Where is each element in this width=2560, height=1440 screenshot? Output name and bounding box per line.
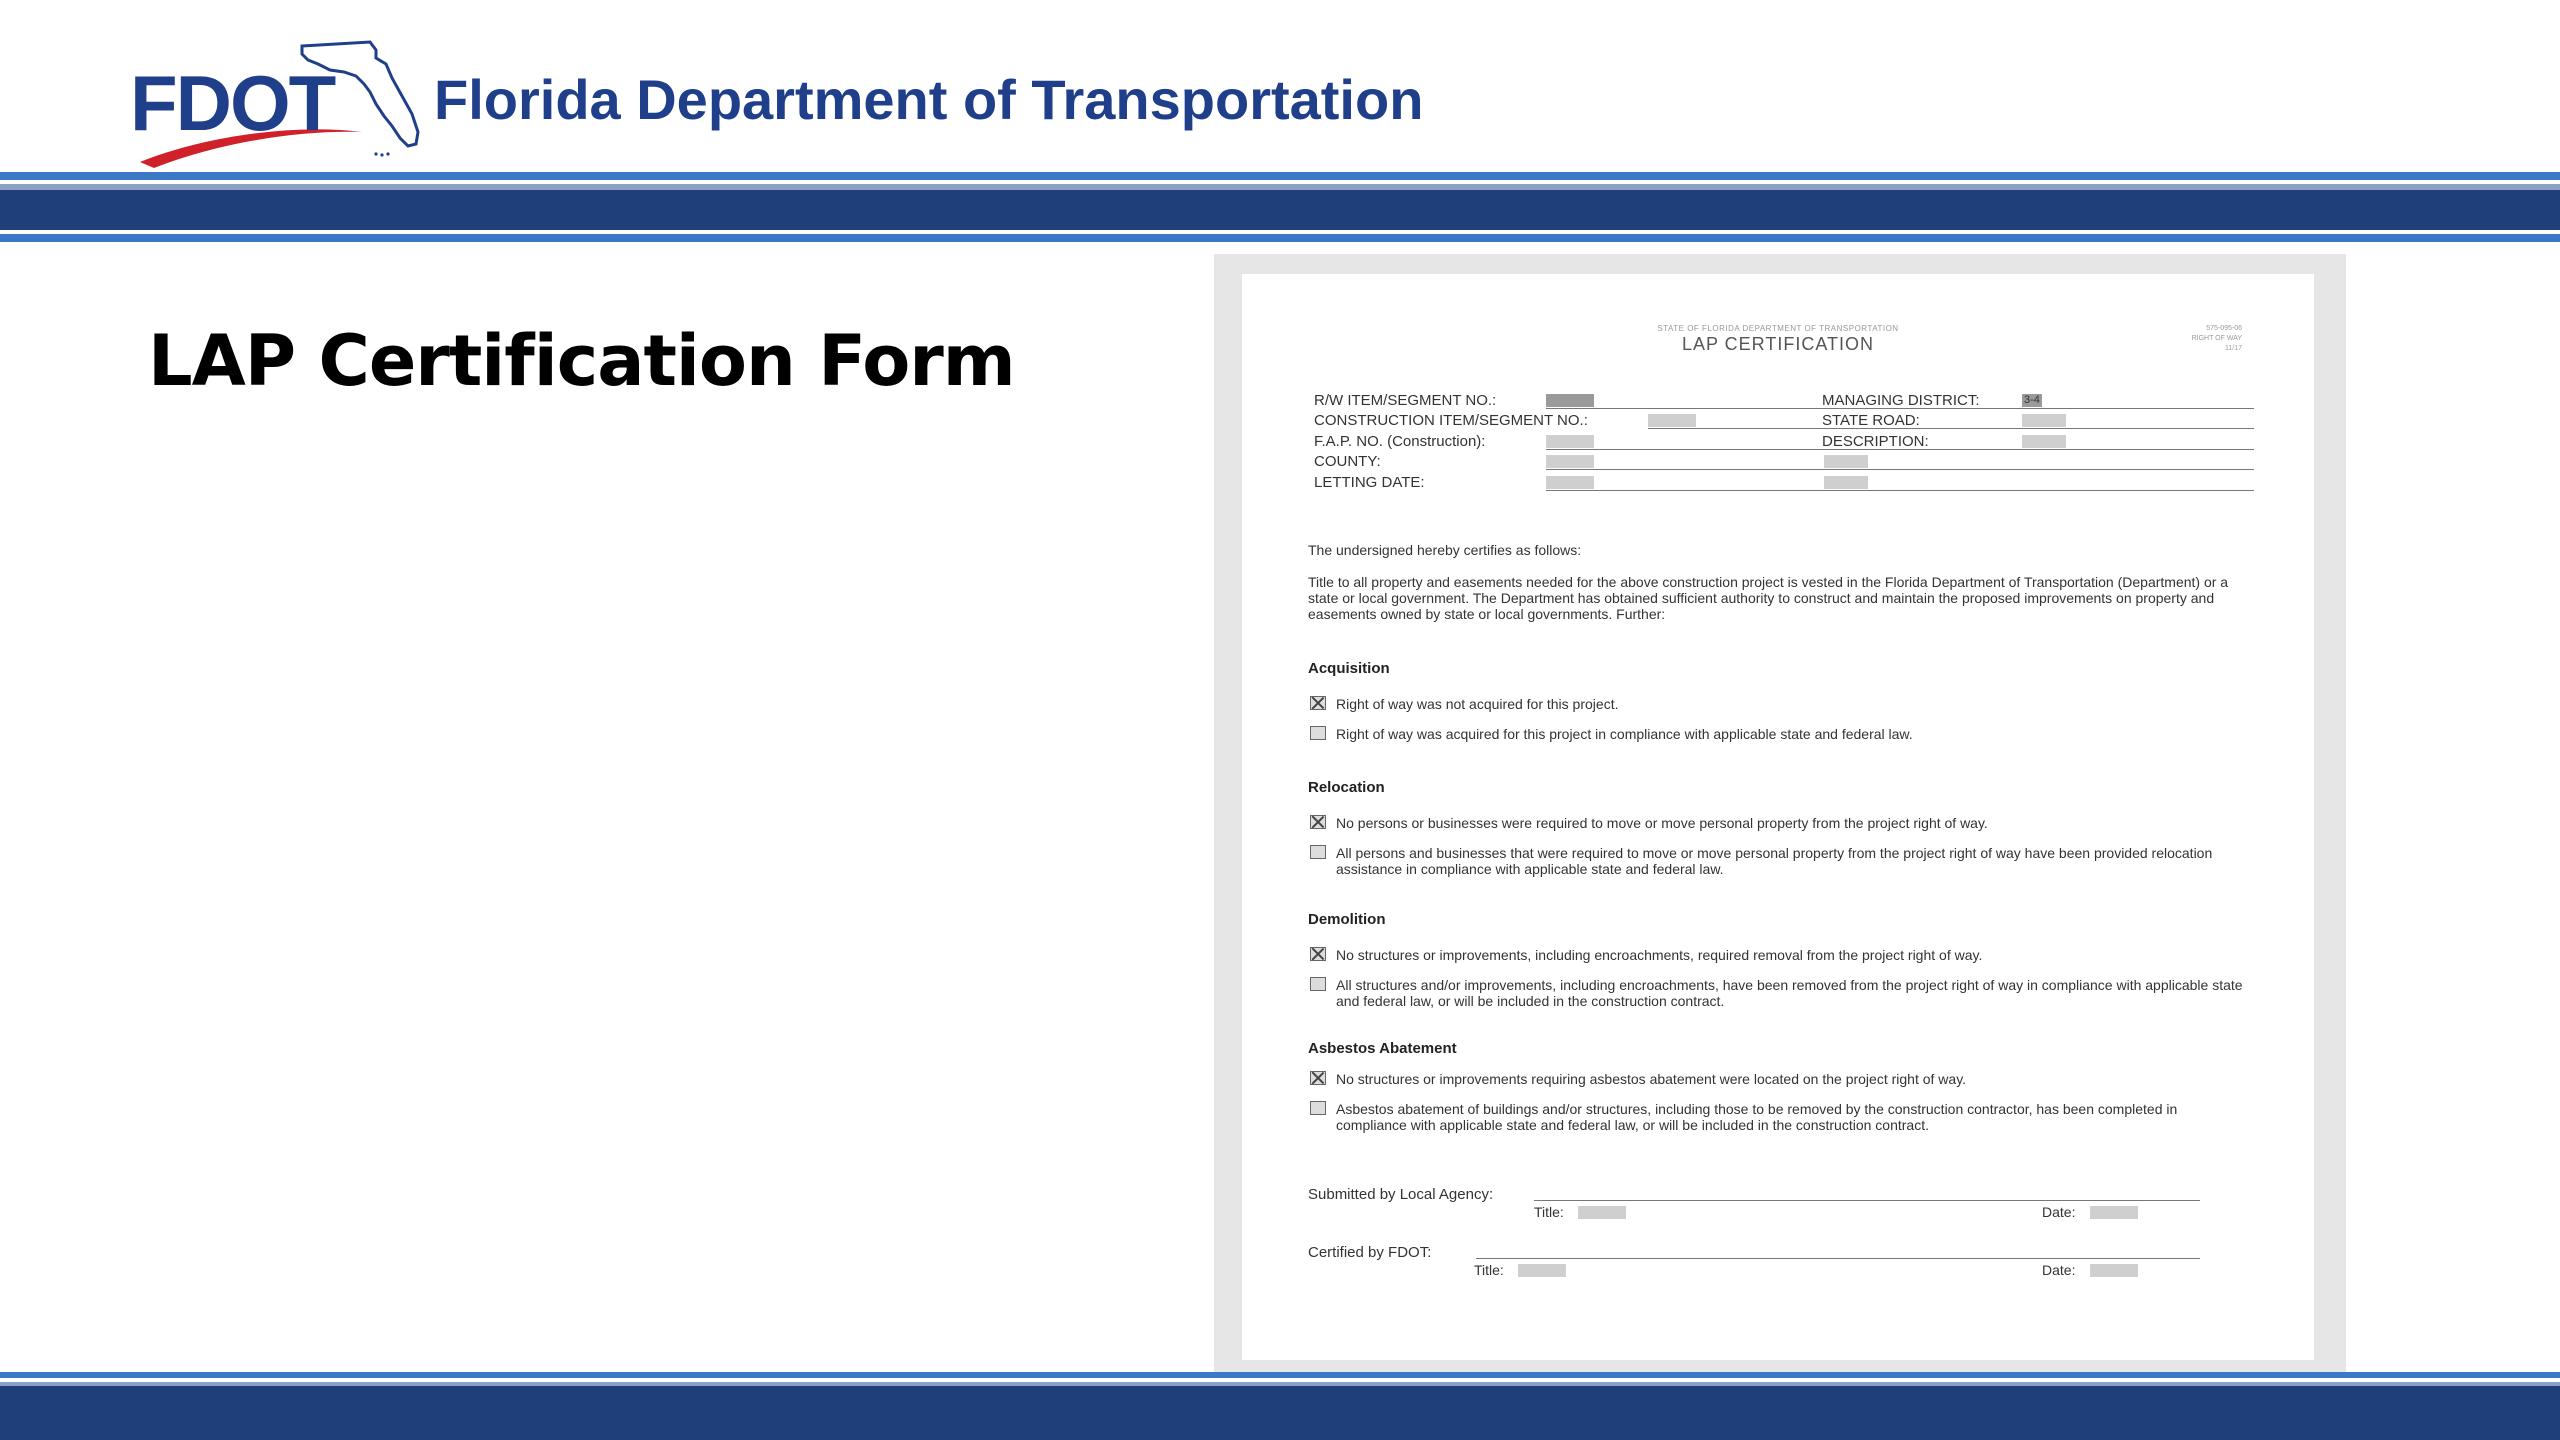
checkbox-checked[interactable] [1310,947,1326,961]
field-description-line2 [1824,469,2254,470]
field-state-road-value[interactable] [2022,414,2066,427]
submitted-title-label: Title: [1534,1204,1564,1220]
agency-line: STATE OF FLORIDA DEPARTMENT OF TRANSPORTATION [1657,324,1899,333]
field-county-label: COUNTY: [1314,453,1381,470]
field-state-road-label: STATE ROAD: [1822,412,1920,429]
field-description-line [2022,449,2254,450]
slide-title: LAP Certification Form [148,320,1015,402]
field-description-line3-value[interactable] [1824,476,1868,489]
field-fap-no-value[interactable] [1546,435,1594,448]
field-managing-district-line [2022,408,2254,409]
field-fap-no-label: F.A.P. NO. (Construction): [1314,433,1486,450]
field-fap-no-line [1546,449,2040,450]
section-demolition-heading: Demolition [1308,911,1386,928]
certified-title-label: Title: [1474,1262,1504,1278]
header [0,0,2560,175]
certified-by-label: Certified by FDOT: [1308,1244,1432,1261]
field-managing-district-value[interactable]: 3-4 [2024,394,2040,406]
submitted-date-value[interactable] [2090,1206,2138,1219]
intro-text: The undersigned hereby certifies as follows: [1308,542,1582,558]
field-county-value[interactable] [1546,455,1594,468]
field-letting-date-value[interactable] [1546,476,1594,489]
field-description-line3 [1824,490,2254,491]
submitted-signature-line[interactable] [1534,1200,2200,1201]
field-description-value[interactable] [2022,435,2066,448]
submitted-title-value[interactable] [1578,1206,1626,1219]
title-paragraph: Title to all property and easements needed for the above construction project is vested in the Florida Department of Transportation (Department) or a state or local government. The Department has obtained sufficient authority to construct and maintain the proposed improvements on property and easements owned by state or local governments. Further: [1308,574,2229,622]
section-relocation-heading: Relocation [1308,779,1385,796]
field-managing-district-label: MANAGING DISTRICT: [1822,392,1980,409]
section-acquisition-heading: Acquisition [1308,660,1390,677]
checkbox-unchecked[interactable] [1310,845,1326,859]
field-rw-item-label: R/W ITEM/SEGMENT NO.: [1314,392,1497,409]
header-band [0,172,2560,244]
submitted-by-label: Submitted by Local Agency: [1308,1186,1494,1203]
document-page: STATE OF FLORIDA DEPARTMENT OF TRANSPORTATION LAP CERTIFICATION 575-095-06 RIGHT OF WAY 11/17 R/W ITEM/SEGMENT NO.: CONSTRUCTION ITEM/SEGMENT NO.: F.A.P. NO. (Construction): COUNTY: LETTING DATE: MANAGING DISTRICT: 3-4 STATE ROAD: DESCRIPTION: The undersigned hereby certifies as follows: Title to all property and easements needed for the above construction project is vested in the Florida Department of Transportation (Department) or a state or local government. The Department has obtained sufficient authority to construct and maintain the proposed improvements on property and easements owned by state or local governments. Further: Acquisition Right of way was not acquired for this project. Right of way was acquired for this project in compliance with applicable state and federal law. Relocation No persons or businesses were required to move or move personal property from the project right of way. All persons and businesses that were required to move or move personal property from the project right of way have been provided relocation assistance in compliance with applicable state and federal law. Demolition No structures or improvements, including encroachments, required removal from the project right of way. All structures and/or improvements, including encroachments, have been removed from the project right of way in compliance with applicable state and federal law, or will be included in the construction contract. Asbestos Abatement No structures or improvements requiring asbestos abatement were located on the project right of way. Asbestos abatement of buildings and/or structures, including those to be removed by the construction contractor, has been completed in compliance with applicable state and federal law, or will be included in the construction contract. Submitted by Local Agency: Title: Date: Certified by FDOT: Title: Date: [1242,274,2314,1360]
field-description-label: DESCRIPTION: [1822,433,1929,450]
fdot-logo [130,34,420,168]
checkbox-checked[interactable] [1310,696,1326,710]
footer-band [0,1372,2560,1440]
form-code: 575-095-06 RIGHT OF WAY 11/17 [2191,325,2242,352]
checkbox-checked[interactable] [1310,815,1326,829]
certified-title-value[interactable] [1518,1264,1566,1277]
organization-name: Florida Department of Transportation [434,68,1424,131]
logo-text: FDOT [130,59,335,147]
field-letting-date-label: LETTING DATE: [1314,474,1425,491]
checkbox-unchecked[interactable] [1310,977,1326,991]
checkbox-checked[interactable] [1310,1071,1326,1085]
submitted-date-label: Date: [2042,1204,2076,1220]
field-rw-item-value[interactable] [1546,394,1594,407]
certified-signature-line[interactable] [1476,1258,2200,1259]
checkbox-unchecked[interactable] [1310,726,1326,740]
certified-date-label: Date: [2042,1262,2076,1278]
field-description-line2-value[interactable] [1824,455,1868,468]
section-asbestos-heading: Asbestos Abatement [1308,1040,1457,1057]
field-construction-item-label: CONSTRUCTION ITEM/SEGMENT NO.: [1314,412,1588,429]
field-construction-item-value[interactable] [1648,414,1696,427]
document-title: LAP CERTIFICATION [1681,334,1875,354]
field-state-road-line [2022,428,2254,429]
checkbox-unchecked[interactable] [1310,1101,1326,1115]
certified-date-value[interactable] [2090,1264,2138,1277]
